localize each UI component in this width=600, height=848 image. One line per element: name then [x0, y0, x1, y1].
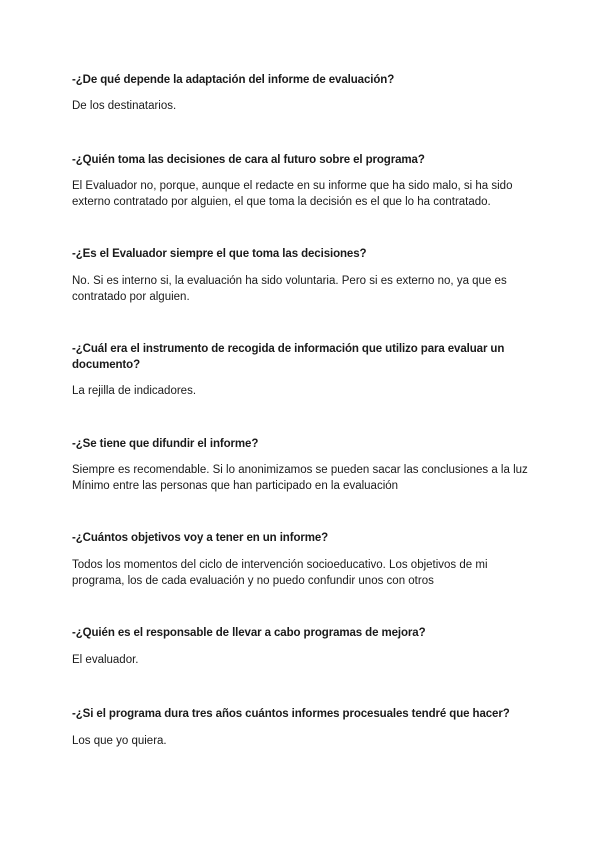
answer-5: Siempre es recomendable. Si lo anonimizamos se pueden sacar las conclusiones a la luz Mínimo entre las personas que han participado en la evaluación [72, 464, 528, 492]
question-8: -¿Si el programa dura tres años cuántos informes procesuales tendré que hacer? [72, 708, 510, 720]
answer-2: El Evaluador no, porque, aunque el redacte en su informe que ha sido malo, si ha sido externo contratado por alguien, el que toma la decisión es el que lo ha contratado. [72, 180, 513, 208]
question-1: -¿De qué depende la adaptación del informe de evaluación? [72, 74, 395, 86]
question-6: -¿Cuántos objetivos voy a tener en un informe? [72, 532, 329, 544]
answer-4: La rejilla de indicadores. [72, 385, 197, 397]
question-5: -¿Se tiene que difundir el informe? [72, 438, 259, 450]
question-7: -¿Quién es el responsable de llevar a cabo programas de mejora? [72, 627, 426, 639]
answer-1: De los destinatarios. [72, 100, 177, 112]
question-2: -¿Quién toma las decisiones de cara al futuro sobre el programa? [72, 154, 425, 166]
answer-3: No. Si es interno si, la evaluación ha sido voluntaria. Pero si es externo no, ya que es contratado por alguien. [72, 275, 507, 303]
question-3: -¿Es el Evaluador siempre el que toma las decisiones? [72, 248, 367, 260]
answer-6: Todos los momentos del ciclo de intervención socioeducativo. Los objetivos de mi programa, los de cada evaluación y no puedo confundir unos con otros [72, 559, 488, 587]
question-4: -¿Cuál era el instrumento de recogida de información que utilizo para evaluar un documento? [72, 343, 505, 371]
answer-7: El evaluador. [72, 654, 139, 666]
answer-8: Los que yo quiera. [72, 735, 167, 747]
